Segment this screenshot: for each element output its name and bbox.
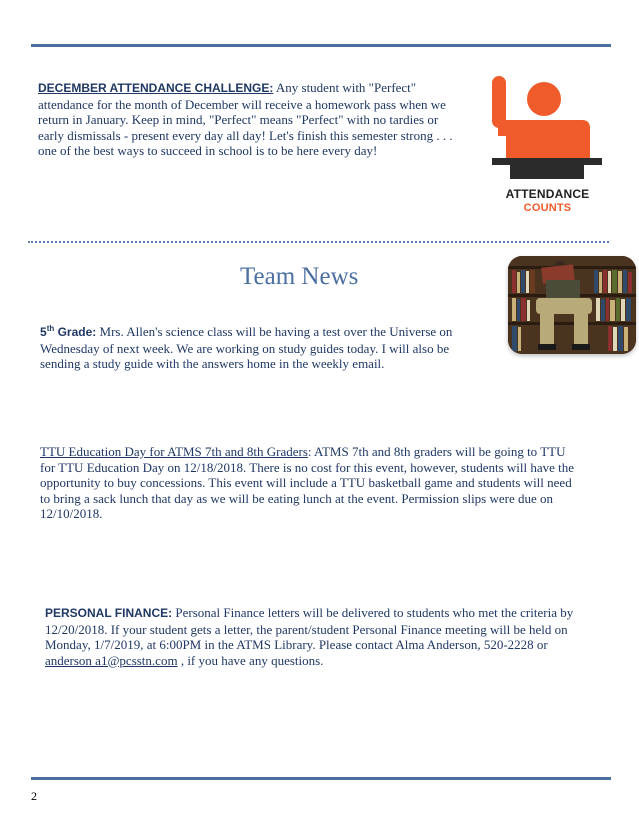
page-number: 2	[31, 789, 37, 803]
ttu-title: TTU Education Day for ATMS 7th and 8th Graders	[40, 444, 308, 459]
team-news-heading: Team News	[240, 263, 359, 290]
top-rule	[31, 44, 611, 47]
raised-hand-student-icon	[484, 66, 611, 184]
section-divider	[28, 241, 609, 243]
library-photo-illustration	[508, 256, 636, 354]
finance-tail: , if you have any questions.	[177, 652, 324, 668]
attendance-title: DECEMBER ATTENDANCE CHALLENGE:	[38, 81, 274, 95]
fifth-grade-label: 5th Grade:	[40, 324, 97, 339]
finance-email-link[interactable]: anderson a1@pcsstn.com	[45, 652, 178, 668]
attendance-challenge-paragraph	[38, 80, 458, 159]
library-reading-photo	[508, 256, 636, 354]
bottom-rule	[31, 777, 611, 780]
attendance-counts-graphic	[484, 66, 611, 222]
fifth-grade-body: Mrs. Allen's science class will be having a test over the Universe on Wednesday of next week. We are working on study guides today. I will also be sending a study guide with the answers home in the weekly email.	[40, 324, 453, 371]
attendance-caption-line1: ATTENDANCE	[505, 187, 590, 201]
finance-title: PERSONAL FINANCE:	[45, 606, 173, 620]
personal-finance-paragraph	[45, 605, 595, 668]
fifth-grade-paragraph	[40, 321, 490, 372]
finance-body: Personal Finance letters will be delivered to students who met the criteria by 12/20/2018. If your student gets a letter, the parent/student Personal Finance meeting will be held on Monday, 1/7/2019, at 6:00PM in the ATMS Library. Please contact Alma Anderson, 520-2228 or	[45, 605, 574, 652]
attendance-body: Any student with "Perfect" attendance for the month of December will receive a homework pass when we return in January. Keep in mind, "Perfect" means "Perfect" with no tardies or early dismissals - present every day all day! Let's finish this semester strong . . . one of the best ways to succeed in school is to be here every day!	[38, 80, 453, 158]
ttu-body: : ATMS 7th and 8th graders will be going to TTU for TTU Education Day on 12/18/2018. There is no cost for this event, however, students will have the opportunity to buy concessions. This event will include a TTU basketball game and students will need to bring a sack lunch that day as we will be eating lunch at the event. Permission slips were due on 12/10/2018.	[40, 444, 575, 521]
ttu-education-day-paragraph	[40, 444, 580, 522]
attendance-caption-line2: COUNTS	[523, 202, 572, 214]
